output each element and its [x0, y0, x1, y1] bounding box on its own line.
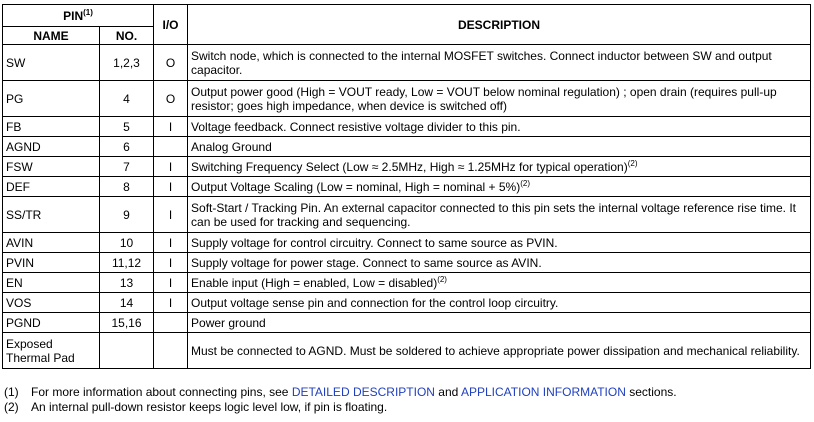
- pin-name: DEF: [3, 177, 100, 197]
- pin-number: [100, 333, 154, 369]
- footnote-2: [4, 400, 810, 415]
- description-header: DESCRIPTION: [188, 5, 811, 45]
- pin-io: O: [154, 45, 188, 81]
- pin-io: [154, 333, 188, 369]
- pin-name: AVIN: [3, 233, 100, 253]
- pin-description-text: Switching Frequency Select (Low ≈ 2.5MHz, High ≈ 1.25MHz for typical operation): [191, 159, 628, 174]
- pin-name: SS/TR: [3, 197, 100, 233]
- detailed-description-link[interactable]: DETAILED DESCRIPTION: [291, 385, 435, 399]
- pin-description-text: Output power good (High = VOUT ready, Low = VOUT below nominal regulation) ; open drain (requires pull-up resistor; goes high impedance, when device is switched off): [191, 84, 777, 113]
- pin-number: 10: [100, 233, 154, 253]
- pin-number: 4: [100, 81, 154, 117]
- table-row: [3, 293, 811, 313]
- pin-number: 6: [100, 137, 154, 157]
- table-row: [3, 157, 811, 177]
- footnote-1: [4, 385, 810, 400]
- pin-number: 15,16: [100, 313, 154, 333]
- pin-description: [188, 81, 811, 117]
- pin-header-label: PIN: [63, 8, 84, 23]
- pin-io: I: [154, 233, 188, 253]
- table-row: [3, 253, 811, 273]
- pin-description: [188, 293, 811, 313]
- footnote-ref: (2): [520, 178, 530, 188]
- pin-description: [188, 273, 811, 293]
- table-row: [3, 233, 811, 253]
- pin-group-header: [3, 5, 154, 27]
- table-header-row: [3, 5, 811, 27]
- table-row: [3, 117, 811, 137]
- pin-io: O: [154, 81, 188, 117]
- pin-io: I: [154, 197, 188, 233]
- footnote-number: (2): [4, 400, 19, 414]
- pin-name: Exposed Thermal Pad: [3, 333, 100, 369]
- footnotes: [4, 385, 810, 415]
- table-row: [3, 177, 811, 197]
- pin-description: [188, 313, 811, 333]
- pin-function-table: [2, 4, 811, 369]
- pin-io: I: [154, 293, 188, 313]
- footnote-text-mid: and: [434, 385, 461, 399]
- pin-description: [188, 177, 811, 197]
- pin-number: 13: [100, 273, 154, 293]
- io-header: I/O: [154, 5, 188, 45]
- pin-description: [188, 157, 811, 177]
- pin-description-text: Output voltage sense pin and connection for the control loop circuitry.: [191, 295, 559, 310]
- table-row: [3, 197, 811, 233]
- pin-description: [188, 197, 811, 233]
- pin-number: 11,12: [100, 253, 154, 273]
- pin-number: 5: [100, 117, 154, 137]
- pin-description-text: Must be connected to AGND. Must be soldered to achieve appropriate power dissipation and mechanical reliability.: [191, 343, 800, 358]
- footnote-number: (1): [4, 385, 19, 399]
- table-row: [3, 45, 811, 81]
- footnote-text-post: sections.: [625, 385, 677, 399]
- pin-description-text: Enable input (High = enabled, Low = disabled): [191, 275, 438, 290]
- pin-name: VOS: [3, 293, 100, 313]
- pin-description: [188, 117, 811, 137]
- pin-io: [154, 313, 188, 333]
- pin-description-text: Analog Ground: [191, 139, 272, 154]
- name-header: NAME: [3, 27, 100, 45]
- pin-name: EN: [3, 273, 100, 293]
- pin-io: I: [154, 157, 188, 177]
- pin-io: I: [154, 273, 188, 293]
- pin-number: 14: [100, 293, 154, 313]
- pin-description: [188, 333, 811, 369]
- pin-description: [188, 137, 811, 157]
- table-row: [3, 273, 811, 293]
- pin-name: PVIN: [3, 253, 100, 273]
- footnote-text: [31, 385, 677, 400]
- pin-description-text: Supply voltage for control circuitry. Connect to same source as PVIN.: [191, 235, 558, 250]
- pin-description-text: Power ground: [191, 315, 266, 330]
- pin-description-text: Switch node, which is connected to the internal MOSFET switches. Connect inductor between SW and output capacitor.: [191, 48, 772, 77]
- pin-name: FSW: [3, 157, 100, 177]
- pin-io: [154, 137, 188, 157]
- pin-description: [188, 233, 811, 253]
- footnote-text: An internal pull-down resistor keeps logic level low, if pin is floating.: [31, 400, 388, 414]
- pin-io: I: [154, 117, 188, 137]
- pin-description-text: Soft-Start / Tracking Pin. An external capacitor connected to this pin sets the internal voltage reference rise time. It can be used for tracking and sequencing.: [191, 200, 796, 229]
- pin-name: AGND: [3, 137, 100, 157]
- number-header: NO.: [100, 27, 154, 45]
- pin-name: SW: [3, 45, 100, 81]
- pin-name: PGND: [3, 313, 100, 333]
- footnote-text-pre: For more information about connecting pins, see: [31, 385, 292, 399]
- pin-description: [188, 45, 811, 81]
- footnote-ref: (2): [437, 274, 447, 284]
- table-row: [3, 81, 811, 117]
- pin-description-text: Supply voltage for power stage. Connect to same source as AVIN.: [191, 255, 542, 270]
- pin-number: 9: [100, 197, 154, 233]
- pin-number: 7: [100, 157, 154, 177]
- table-row: [3, 313, 811, 333]
- footnote-ref: (2): [627, 158, 638, 168]
- table-row: [3, 333, 811, 369]
- pin-description-text: Output Voltage Scaling (Low = nominal, High = nominal + 5%): [191, 179, 521, 194]
- table-row: [3, 137, 811, 157]
- pin-io: I: [154, 177, 188, 197]
- pin-name: FB: [3, 117, 100, 137]
- pin-description-text: Voltage feedback. Connect resistive voltage divider to this pin.: [191, 119, 521, 134]
- pin-number: 8: [100, 177, 154, 197]
- pin-name: PG: [3, 81, 100, 117]
- pin-header-note: (1): [83, 7, 93, 17]
- pin-io: I: [154, 253, 188, 273]
- pin-description: [188, 253, 811, 273]
- application-information-link[interactable]: APPLICATION INFORMATION: [460, 385, 626, 399]
- pin-number: 1,2,3: [100, 45, 154, 81]
